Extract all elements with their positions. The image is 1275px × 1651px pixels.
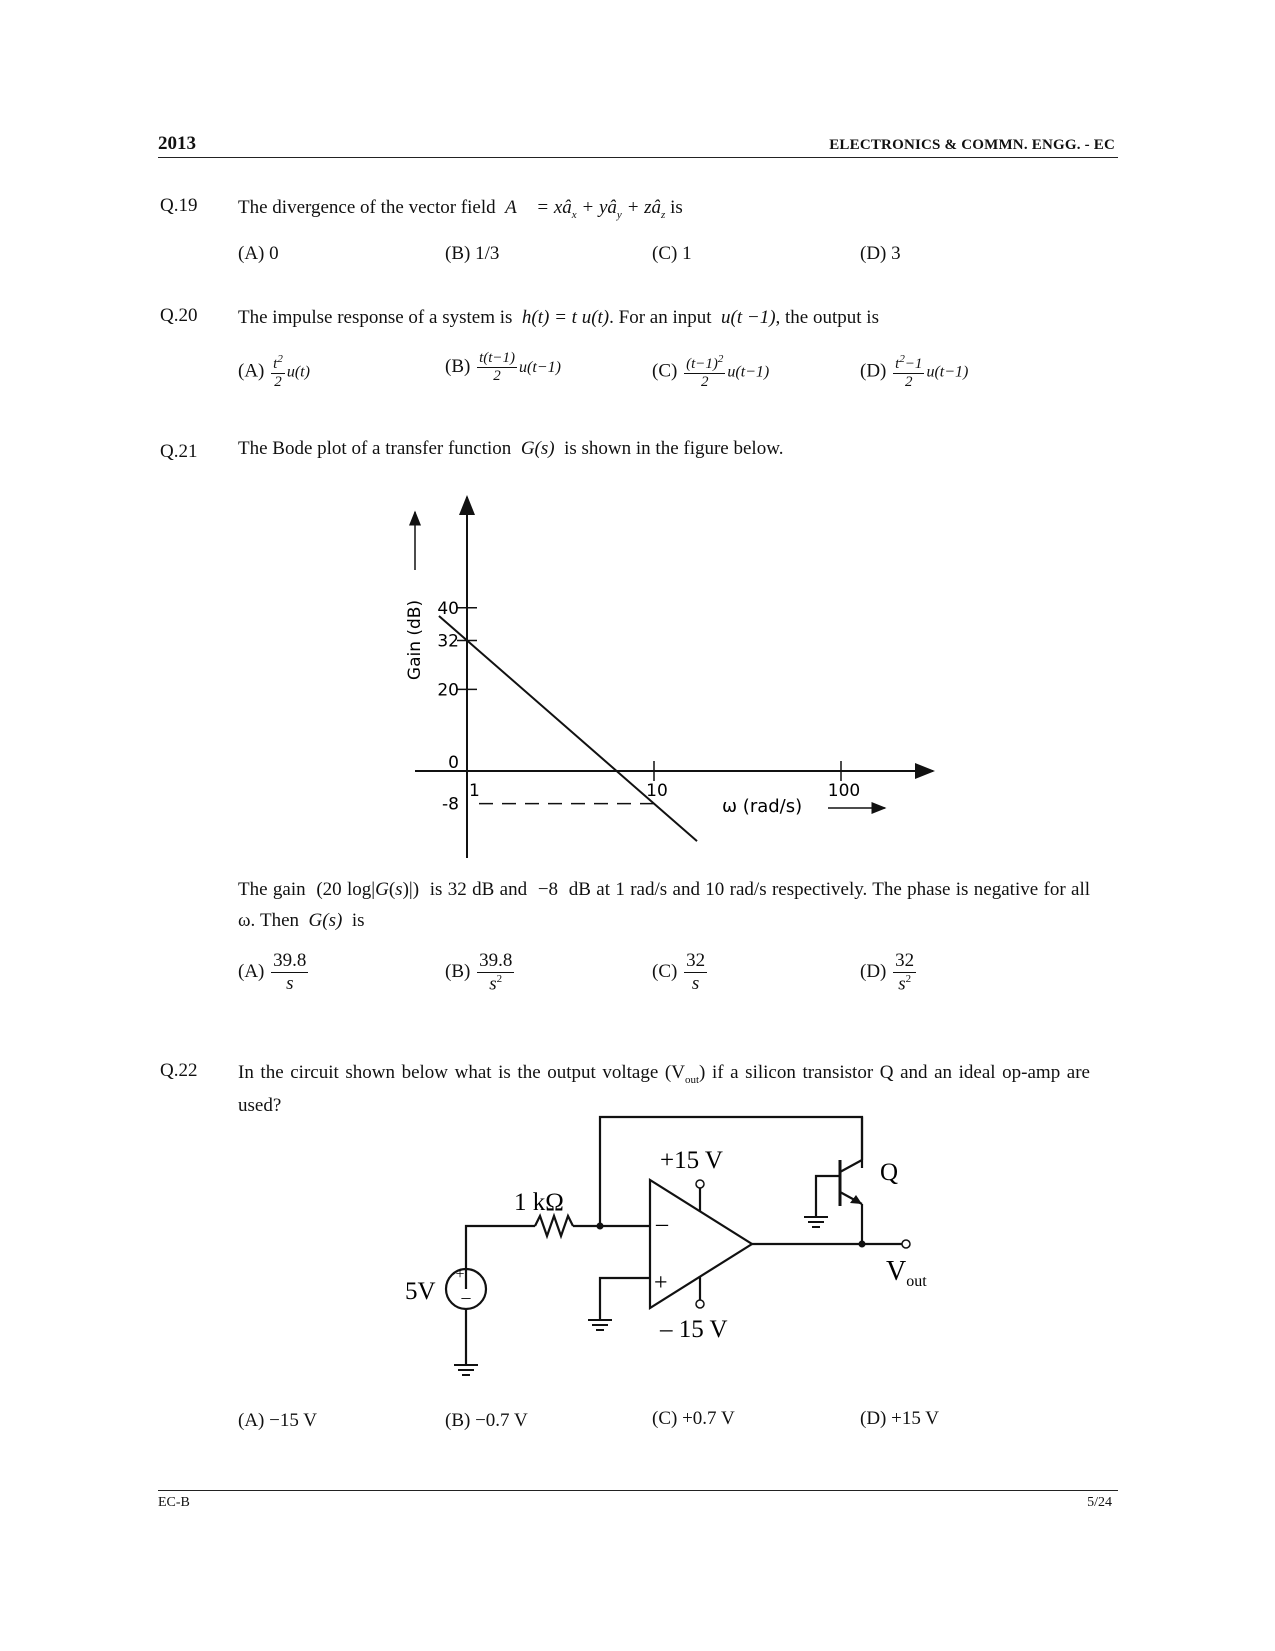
q20-option-d[interactable]: (D) $\frac{t^2-1}{2}$ u(t−1): [860, 353, 969, 390]
x-tick-label: 100: [827, 781, 861, 801]
q20-option-a-label: (A): [238, 360, 265, 382]
q21-option-d-frac: $\frac{32}{s^2}$: [895, 950, 915, 995]
q22-option-d[interactable]: (D) +15 V: [860, 1408, 939, 1429]
junction-inverting: [597, 1223, 604, 1230]
junction-output: [859, 1241, 866, 1248]
y-tick-label: 40: [437, 598, 459, 619]
neg-supply-label: – 15 V: [660, 1316, 728, 1343]
q21-para-1: The gain: [238, 879, 306, 900]
q22-option-b[interactable]: (B) −0.7 V: [445, 1410, 528, 1431]
q20-option-b-frac: $\frac{t(t-1)}{2}$: [479, 350, 516, 384]
q20-option-a[interactable]: (A) $\frac{t^2}{2}$ u(t): [238, 353, 310, 390]
q20-option-d-label: (D): [860, 360, 887, 382]
q20-option-c-label: (C): [652, 360, 678, 382]
q21-option-a-label: (A): [238, 960, 265, 982]
pos-supply-terminal: [696, 1180, 704, 1188]
q21-option-b-frac: $\frac{39.8}{s^2}$: [479, 950, 513, 995]
q21-option-c-frac: $\frac{32}{s}$: [686, 950, 706, 994]
q20-option-c-frac: $\frac{(t-1)^2}{2}$: [686, 353, 724, 390]
header-rule: [158, 157, 1118, 158]
vout-terminal: [902, 1240, 910, 1248]
x-ticks: [469, 761, 860, 801]
q21-option-a-frac: $\frac{39.8}{s}$: [273, 950, 307, 994]
footer-page-number: 5/24: [1087, 1495, 1112, 1510]
transistor-base-wire: [816, 1176, 840, 1217]
q21-option-b-label: (B): [445, 961, 471, 983]
q21-text: [238, 436, 783, 461]
q21-para-4: is: [351, 910, 365, 931]
noninverting-sign: +: [654, 1270, 668, 1296]
q22-number: Q.22: [160, 1060, 198, 1081]
noninverting-wire: [600, 1278, 650, 1320]
vout-label: [886, 1256, 927, 1290]
q20-text: [238, 305, 879, 330]
y-tick-label: -8: [442, 794, 459, 815]
vout-sub: out: [906, 1273, 927, 1290]
y-tick-label: 0: [448, 753, 459, 773]
q20-text-c: , the output is: [775, 307, 879, 328]
q19-option-d[interactable]: (D) 3: [860, 243, 901, 264]
neg-supply-terminal: [696, 1300, 704, 1308]
q21-gain-paragraph: [238, 874, 1090, 936]
pos-supply-label: +15 V: [660, 1147, 723, 1174]
q21-option-c-label: (C): [652, 960, 678, 982]
q20-text-b: . For an input: [609, 307, 712, 328]
vout-main: V: [886, 1256, 907, 1287]
q22-text-sub: out: [684, 1073, 700, 1086]
q19-text-prefix: The divergence of the vector field: [238, 197, 496, 218]
source-to-resistor-wire: [466, 1226, 535, 1289]
transistor-label: Q: [880, 1159, 899, 1186]
q19-option-a[interactable]: (A) 0: [238, 243, 279, 264]
ground-icon: [588, 1320, 612, 1330]
source-plus-sign: +: [455, 1266, 465, 1283]
q19-option-c[interactable]: (C) 1: [652, 243, 692, 264]
q19-text-suffix: is: [670, 197, 683, 218]
q19-option-b[interactable]: (B) 1/3: [445, 243, 500, 264]
source-label: 5V: [405, 1278, 436, 1305]
source-minus-sign: –: [461, 1287, 471, 1307]
transistor-collector: [840, 1160, 862, 1172]
q21-gain-expr: (20 log|G(s)|): [310, 879, 425, 900]
q21-minus8: −8: [532, 879, 564, 900]
ground-icon: [454, 1365, 478, 1375]
q22-option-c[interactable]: (C) +0.7 V: [652, 1408, 735, 1429]
q20-option-b-label: (B): [445, 355, 471, 377]
x-tick-label: 10: [646, 781, 668, 801]
q20-text-a: The impulse response of a system is: [238, 307, 513, 328]
header-year: 2013: [158, 133, 196, 154]
opamp-circuit: [395, 1105, 945, 1400]
x-axis-label: ω (rad/s): [722, 796, 803, 817]
x-tick-label: 1: [469, 781, 480, 801]
q20-number: Q.20: [160, 305, 198, 326]
q22-option-a[interactable]: (A) −15 V: [238, 1410, 317, 1431]
q21-para-2: is 32 dB and: [429, 879, 528, 900]
q20-option-a-frac: $\frac{t^2}{2}$: [273, 353, 283, 390]
q21-gs: G(s): [516, 438, 560, 459]
q20-option-c[interactable]: (C) $\frac{(t-1)^2}{2}$ u(t−1): [652, 353, 770, 390]
resistor: [535, 1216, 573, 1236]
footer-left: EC-B: [158, 1495, 190, 1510]
feedback-wire: [600, 1117, 862, 1226]
y-axis-label: Gain (dB): [405, 599, 425, 681]
q21-number: Q.21: [160, 441, 198, 462]
q19-vector-expr: A⃗ = $xâ_x$ + $yâ_y$ + $zâ_z$: [500, 197, 666, 221]
y-tick-label: 20: [437, 680, 459, 701]
q21-gs-2: G(s): [303, 910, 348, 931]
resistor-label: 1 kΩ: [514, 1189, 564, 1216]
q19-number: Q.19: [160, 195, 198, 216]
gain-series-line: [439, 616, 697, 841]
q21-option-d[interactable]: [860, 950, 918, 995]
y-tick-label: 32: [437, 631, 459, 652]
q22-text-2: ) if a silicon transistor Q and an ideal op-amp are used?: [238, 1062, 1090, 1116]
q22-text-1: In the circuit shown below what is the output voltage (V: [238, 1062, 685, 1083]
q21-text-a: The Bode plot of a transfer function: [238, 438, 512, 459]
q21-para-3: dB at 1 rad/s and 10 rad/s respectively. The phase is negative for all ω. Then: [238, 879, 1091, 931]
ground-icon: [804, 1217, 828, 1227]
q21-option-b[interactable]: [445, 950, 516, 995]
inverting-sign: –: [656, 1211, 668, 1237]
header-title: ELECTRONICS & COMMN. ENGG. - EC: [829, 137, 1115, 153]
bode-plot: [390, 488, 950, 858]
q19-text: [238, 195, 683, 228]
q20-option-d-frac: $\frac{t^2-1}{2}$: [895, 353, 923, 390]
q20-impulse-expr: h(t) = t u(t): [517, 307, 610, 328]
q21-option-a[interactable]: [238, 950, 310, 995]
q20-input-expr: u(t −1): [716, 307, 776, 328]
q21-text-b: is shown in the figure below.: [564, 438, 784, 459]
q21-option-c[interactable]: [652, 950, 709, 995]
footer-rule: [158, 1490, 1118, 1491]
q21-option-d-label: (D): [860, 961, 887, 983]
q20-option-b[interactable]: (B) $\frac{t(t-1)}{2}$ u(t−1): [445, 350, 561, 384]
